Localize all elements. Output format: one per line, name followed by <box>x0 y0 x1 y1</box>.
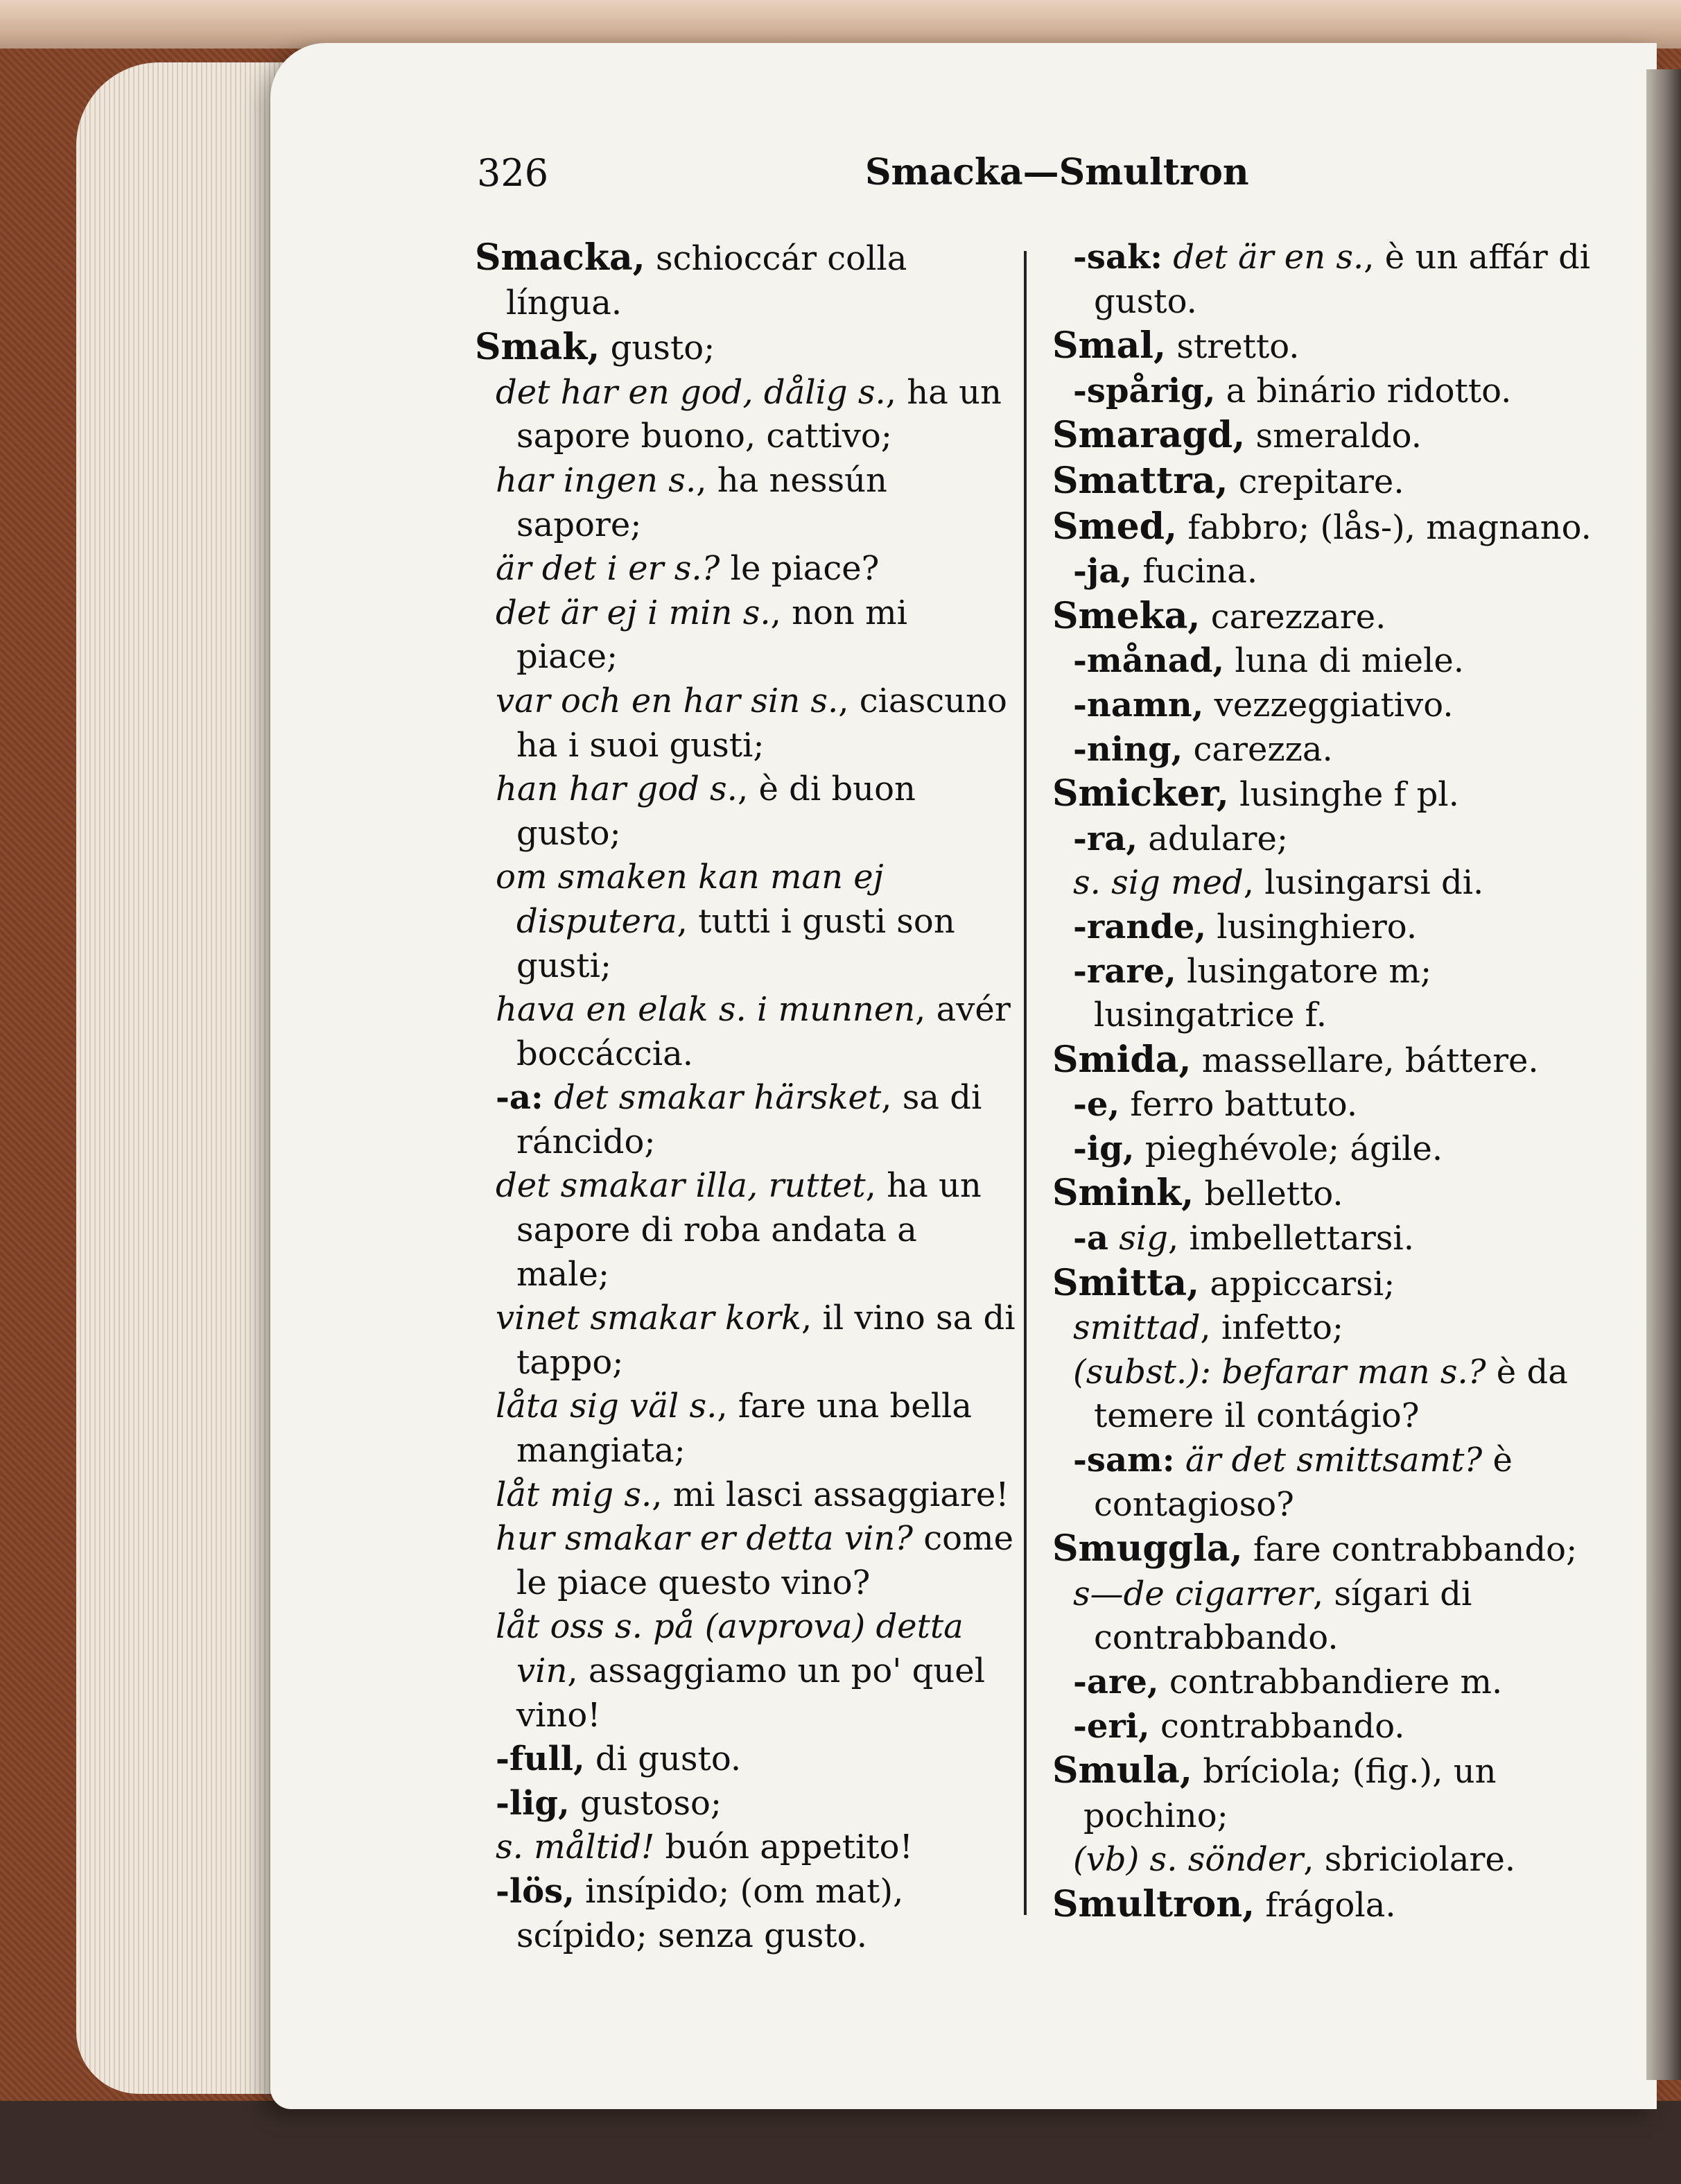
dictionary-subentry <box>1052 370 1621 414</box>
definition: , sbriciolare. <box>1303 1840 1516 1880</box>
dictionary-subentry <box>1052 1083 1621 1127</box>
example-phrase: låt oss s. på (avprova) detta vin <box>496 1607 964 1690</box>
dictionary-phrase <box>475 1517 1016 1605</box>
dictionary-entry <box>1052 1882 1621 1928</box>
headword: Smida, <box>1052 1038 1192 1081</box>
example-phrase: han har god s. <box>496 770 738 809</box>
definition: , è di buon gusto; <box>516 770 916 853</box>
dictionary-subentry <box>1052 639 1621 684</box>
definition: fucina. <box>1132 552 1258 591</box>
headword: Smink, <box>1052 1172 1194 1215</box>
dictionary-phrase <box>475 988 1016 1076</box>
definition: frágola. <box>1255 1885 1396 1925</box>
subentry-word: -a: <box>496 1078 543 1118</box>
example-phrase: s—de cigarrer <box>1073 1574 1313 1613</box>
subentry-word: -ning, <box>1073 729 1183 769</box>
definition: , sa di ráncido; <box>516 1078 982 1161</box>
example-phrase: smittad <box>1073 1308 1201 1348</box>
dictionary-subentry <box>1052 728 1621 772</box>
headword: Smuggla, <box>1052 1527 1243 1570</box>
dictionary-entry <box>1052 772 1621 817</box>
subentry-word: -e, <box>1073 1085 1120 1125</box>
dictionary-subentry <box>475 1782 1016 1826</box>
definition: , fare una bella mangiata; <box>516 1387 973 1471</box>
example-phrase: vinet smakar kork <box>496 1299 802 1338</box>
dictionary-entry <box>1052 505 1621 551</box>
dictionary-phrase <box>1052 1306 1621 1351</box>
dictionary-phrase <box>1052 1351 1621 1439</box>
example-phrase: låt mig s. <box>496 1475 652 1514</box>
subentry-word: -a <box>1073 1219 1109 1258</box>
dictionary-entry <box>1052 413 1621 459</box>
page-title: Smacka—Smultron <box>865 151 1249 193</box>
page-edges <box>76 62 284 2094</box>
definition: lusinghe f pl. <box>1228 775 1459 815</box>
example-phrase: det är ej i min s. <box>496 593 771 632</box>
dictionary-subentry <box>1052 1127 1621 1172</box>
example-phrase: hur smakar er detta vin? <box>496 1519 914 1559</box>
example-phrase: sig <box>1108 1219 1168 1258</box>
example-phrase: s. sig med <box>1073 863 1244 903</box>
definition: belletto. <box>1194 1175 1343 1214</box>
example-phrase: om smaken kan man ej disputera <box>496 858 884 941</box>
definition: contrabbandiere m. <box>1158 1663 1503 1701</box>
dictionary-subentry <box>475 1076 1016 1164</box>
dictionary-phrase <box>475 1164 1016 1297</box>
subentry-word: -lig, <box>496 1783 570 1823</box>
definition: è contagioso? <box>1094 1441 1513 1524</box>
dictionary-subentry <box>1052 817 1621 862</box>
page-number: 326 <box>477 151 549 195</box>
example-phrase: är det i er s.? <box>496 549 720 589</box>
definition: , il vino sa di tappo; <box>516 1299 1016 1382</box>
right-column <box>1052 236 1621 1928</box>
dictionary-subentry <box>1052 684 1621 728</box>
definition: fare contrabbando; <box>1242 1530 1578 1570</box>
definition: adulare; <box>1138 819 1289 858</box>
definition: carezzare. <box>1200 597 1386 636</box>
dictionary-subentry <box>1052 1705 1621 1749</box>
definition: fabbro; (lås-), magnano. <box>1177 508 1592 547</box>
definition: di gusto. <box>584 1740 742 1779</box>
headword: Smicker, <box>1052 772 1229 815</box>
definition: gustoso; <box>569 1783 722 1823</box>
subentry-word: -eri, <box>1073 1706 1150 1746</box>
definition: , infetto; <box>1200 1308 1344 1348</box>
dictionary-phrase <box>475 547 1016 591</box>
dictionary-entry <box>475 236 1016 325</box>
definition: massellare, báttere. <box>1191 1041 1539 1080</box>
dictionary-entry <box>1052 1038 1621 1084</box>
definition: ferro battuto. <box>1120 1085 1358 1125</box>
dictionary-subentry <box>475 1737 1016 1782</box>
definition: luna di miele. <box>1224 641 1465 681</box>
subentry-word: -ra, <box>1073 819 1138 858</box>
subentry-word: -spårig, <box>1073 371 1216 410</box>
definition: le piace? <box>720 549 880 589</box>
definition: buón appetito! <box>654 1828 913 1867</box>
headword: Smula, <box>1052 1749 1192 1792</box>
dictionary-subentry <box>1052 1439 1621 1527</box>
dictionary-subentry <box>1052 950 1621 1038</box>
dictionary-entry <box>1052 1261 1621 1307</box>
subentry-word: -lös, <box>496 1871 575 1911</box>
subentry-word: -namn, <box>1073 685 1204 725</box>
example-phrase: hava en elak s. i munnen <box>496 990 916 1030</box>
example-phrase: det har en god, dålig s. <box>496 372 886 412</box>
dictionary-entry <box>1052 1171 1621 1217</box>
headword: Smultron, <box>1052 1882 1255 1925</box>
definition: , non mi piace; <box>516 593 907 677</box>
definition: stretto. <box>1166 327 1300 367</box>
headword: Smak, <box>475 326 600 369</box>
definition: , tutti i gusti son gusti; <box>516 901 955 985</box>
example-phrase: det smakar illa, ruttet <box>496 1166 866 1206</box>
dictionary-phrase <box>475 679 1016 768</box>
definition: , ha nessún sapore; <box>516 460 887 544</box>
definition: , avér boccáccia. <box>516 990 1011 1073</box>
example-phrase: s. måltid! <box>496 1828 655 1867</box>
headword: Smattra, <box>1052 459 1228 502</box>
definition: , imbellettarsi. <box>1168 1219 1415 1258</box>
dictionary-subentry <box>475 1870 1016 1958</box>
example-phrase: har ingen s. <box>496 460 697 500</box>
dictionary-subentry <box>1052 236 1621 324</box>
subentry-word: -rare, <box>1073 951 1176 991</box>
column-divider <box>1024 251 1027 1915</box>
headword: Smeka, <box>1052 594 1201 637</box>
definition: crepitare. <box>1228 462 1404 501</box>
example-phrase: det är en s. <box>1162 238 1364 277</box>
definition: lusinghiero. <box>1206 907 1418 946</box>
dictionary-phrase <box>475 1473 1016 1518</box>
dictionary-subentry <box>1052 550 1621 594</box>
definition: , lusingarsi di. <box>1243 863 1484 903</box>
example-phrase: var och en har sin s. <box>496 681 839 720</box>
definition: insípido; (om mat), scípido; senza gusto. <box>516 1871 904 1955</box>
subentry-word: -sak: <box>1073 238 1163 277</box>
subentry-word: -are, <box>1073 1663 1159 1701</box>
dictionary-entry <box>1052 1749 1621 1838</box>
dictionary-entry <box>1052 324 1621 370</box>
definition: smeraldo. <box>1245 417 1422 456</box>
headword: Smal, <box>1052 324 1167 367</box>
example-phrase: låta sig väl s. <box>496 1387 717 1426</box>
subentry-word: -månad, <box>1073 641 1225 681</box>
dictionary-entry <box>1052 594 1621 640</box>
dictionary-phrase <box>1052 1838 1621 1882</box>
dictionary-phrase <box>1052 1572 1621 1661</box>
definition: , sígari di contrabbando. <box>1094 1574 1472 1658</box>
dictionary-subentry <box>1052 1217 1621 1261</box>
definition: gusto; <box>600 329 715 368</box>
dictionary-subentry <box>1052 905 1621 950</box>
dictionary-phrase <box>1052 861 1621 905</box>
headword: Smacka, <box>475 236 645 279</box>
headword: Smaragd, <box>1052 414 1246 457</box>
subentry-word: -ig, <box>1073 1129 1135 1168</box>
dictionary-entry <box>475 325 1016 371</box>
definition: , è un affár di gusto. <box>1094 238 1591 321</box>
dictionary-entry <box>1052 459 1621 505</box>
dictionary-phrase <box>475 768 1016 856</box>
definition: vezzeggiativo. <box>1203 685 1454 725</box>
definition: appiccarsi; <box>1199 1264 1395 1303</box>
definition: , assaggiamo un po' quel vino! <box>516 1652 986 1735</box>
dictionary-phrase <box>475 856 1016 988</box>
subentry-word: -sam: <box>1073 1441 1175 1480</box>
dictionary-phrase <box>475 459 1016 547</box>
definition: , ha un sapore buono, cattivo; <box>516 372 1002 456</box>
example-phrase: (vb) s. sönder <box>1073 1840 1304 1880</box>
running-header <box>477 151 1614 200</box>
dictionary-phrase <box>475 1385 1016 1473</box>
definition: , ha un sapore di roba andata a male; <box>516 1166 982 1294</box>
dictionary-phrase <box>475 371 1016 459</box>
example-phrase: (subst.): befarar man s.? <box>1073 1352 1486 1392</box>
dictionary-subentry <box>1052 1661 1621 1705</box>
definition: è da temere il contágio? <box>1094 1352 1568 1436</box>
definition: carezza. <box>1183 729 1333 769</box>
definition: , ciascuno ha i suoi gusti; <box>516 681 1007 765</box>
example-phrase: är det smittsamt? <box>1174 1441 1483 1480</box>
headword: Smed, <box>1052 505 1178 548</box>
subentry-word: -rande, <box>1073 907 1207 946</box>
subentry-word: -ja, <box>1073 552 1133 591</box>
left-column <box>475 236 1016 1958</box>
table-shadow <box>0 2101 1681 2184</box>
dictionary-phrase <box>475 1605 1016 1737</box>
definition: contrabbando. <box>1149 1706 1405 1746</box>
dictionary-entry <box>1052 1527 1621 1572</box>
definition: pieghévole; ágile. <box>1134 1129 1443 1168</box>
definition: , mi lasci assaggiare! <box>652 1475 1009 1514</box>
headword: Smitta, <box>1052 1261 1200 1304</box>
example-phrase: det smakar härsket <box>543 1078 882 1118</box>
definition: a binário ridotto. <box>1215 371 1512 410</box>
dictionary-phrase <box>475 591 1016 679</box>
dictionary-phrase <box>475 1826 1016 1870</box>
book-gutter <box>1646 69 1681 2080</box>
definition: bríciola; (fig.), un pochino; <box>1083 1752 1497 1835</box>
definition: schioccár colla língua. <box>506 239 907 322</box>
dictionary-phrase <box>475 1297 1016 1385</box>
definition: come le piace questo vino? <box>516 1519 1013 1602</box>
definition: lusingatore m; lusingatrice f. <box>1094 951 1432 1035</box>
subentry-word: -full, <box>496 1740 585 1779</box>
